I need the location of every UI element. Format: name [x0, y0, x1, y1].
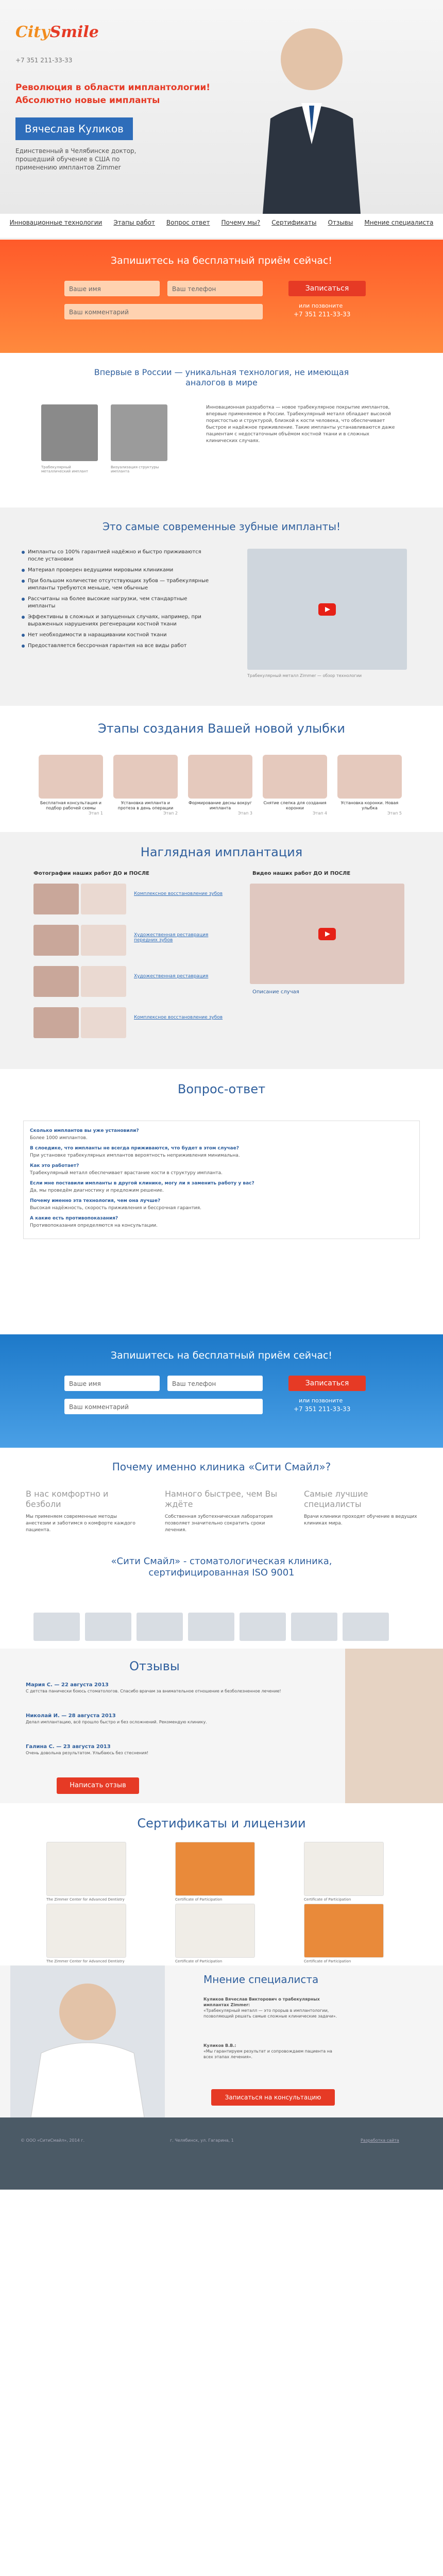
list-item: Эффективны в сложных и запущенных случаях, например, при выраженных нарушениях регенерации костной ткани	[21, 614, 211, 628]
reviews-section	[0, 1649, 443, 1803]
signup-form-2	[0, 1334, 443, 1448]
call-phone: +7 351 211-33-33	[294, 1405, 351, 1413]
headline-line2: Абсолютно новые импланты	[15, 95, 160, 106]
stage-image	[39, 755, 103, 799]
faq-title: Вопрос-ответ	[177, 1082, 266, 1096]
certificate-image	[175, 1842, 255, 1896]
nav-item[interactable]: Сертификаты	[271, 219, 317, 226]
play-icon[interactable]	[318, 928, 336, 940]
footer-address: г. Челябинск, ул. Гагарина, 1	[170, 2138, 234, 2143]
stage-card	[188, 755, 252, 816]
comment-input[interactable]: Ваш комментарий	[64, 1399, 263, 1414]
signup-form-1	[0, 240, 443, 353]
headline-line1: Революция в области имплантологии!	[15, 82, 211, 93]
image-caption: Трабекулярный металлический имплант	[41, 465, 89, 473]
call-label: или позвоните	[299, 1397, 343, 1404]
implant-image	[41, 404, 98, 461]
case-link[interactable]: Художественная реставрация передних зубов	[134, 933, 209, 943]
submit-button[interactable]: Записаться	[288, 281, 366, 296]
hero-section	[0, 0, 443, 214]
faq-question[interactable]: Если мне поставили импланты в другой клинике, могу ли я заменить работу у вас?	[30, 1181, 254, 1186]
quote-author: Куликов В.В.:	[203, 2043, 236, 2048]
why-text: Врачи клиники проходят обучение в ведущих клиниках мира.	[304, 1514, 417, 1526]
clinic-photo[interactable]	[137, 1613, 183, 1641]
logo[interactable]: CitySmile	[15, 23, 99, 41]
faq-answer: Трабекулярный металл обеспечивает врастание кости в структуру импланта.	[30, 1171, 223, 1176]
certificate-image	[304, 1842, 384, 1896]
before-after-heading: Фотографии наших работ ДО и ПОСЛЕ	[33, 871, 149, 876]
stage-number: Этап 4	[312, 811, 327, 816]
list-item: Рассчитаны на более высокие нагрузки, чем стандартные импланты	[21, 596, 211, 610]
implants-section	[0, 507, 443, 706]
certificate-image	[46, 1842, 126, 1896]
faq-question[interactable]: Сколько имплантов вы уже установили?	[30, 1128, 139, 1133]
nav-item[interactable]: Отзывы	[328, 219, 353, 226]
video-player[interactable]	[250, 884, 404, 984]
stage-card	[263, 755, 327, 816]
case-link[interactable]: Комплексное восстановление зубов	[134, 1015, 223, 1020]
nav-item[interactable]: Почему мы?	[221, 219, 261, 226]
why-heading: В нас комфортно и безболи	[26, 1489, 109, 1509]
list-item: При большом количестве отсутствующих зубов — трабекулярные импланты требуются меньше, чем обычные	[21, 578, 211, 592]
technology-section	[0, 353, 443, 507]
before-photo	[33, 884, 79, 914]
name-input[interactable]: Ваше имя	[64, 281, 160, 296]
faq-question[interactable]: Как это работает?	[30, 1163, 79, 1168]
stage-text: Бесплатная консультация и подбор рабочей схемы	[40, 801, 101, 810]
certificate[interactable]	[46, 1904, 126, 1963]
iso-title: «Сити Смайл» - стоматологическая клиника, сертифицированная ISO 9001	[111, 1556, 332, 1578]
main-nav	[0, 219, 443, 239]
before-photo	[33, 966, 79, 997]
expert-quote	[203, 1996, 337, 2019]
stage-text: Формирование десны вокруг импланта	[189, 801, 252, 810]
before-photo	[33, 925, 79, 956]
phone-input[interactable]: Ваш телефон	[167, 281, 263, 296]
smiling-woman-photo	[345, 1649, 443, 1803]
stage-card	[113, 755, 178, 816]
stages-title: Этапы создания Вашей новой улыбки	[98, 721, 345, 736]
review	[26, 1682, 288, 1694]
comment-input[interactable]: Ваш комментарий	[64, 304, 263, 319]
doctor-description: Единственный в Челябинске доктор, прошедший обучение в США по применению имплантов Zimmer	[15, 147, 137, 171]
certificate[interactable]	[175, 1904, 255, 1963]
expert-section	[0, 1965, 443, 2117]
faq-answer: Да, мы проведём диагностику и предложим решение.	[30, 1188, 164, 1193]
form-title: Запишитесь на бесплатный приём сейчас!	[110, 1350, 333, 1361]
stage-text: Установка коронки. Новая улыбка	[340, 801, 399, 810]
stage-card	[337, 755, 402, 816]
quote-text: «Мы гарантируем результат и сопровождаем пациента на всех этапах лечения».	[203, 2049, 332, 2059]
stages-section	[0, 706, 443, 832]
certificate[interactable]	[304, 1904, 384, 1963]
list-item: Предоставляется бессрочная гарантия на все виды работ	[21, 642, 211, 650]
quote-text: «Трабекулярный металл — это прорыв в имплантологии, позволяющий решать самые сложные клинические задачи».	[203, 2008, 337, 2019]
stage-image	[188, 755, 252, 799]
copyright: © ООО «СитиСмайл», 2014 г.	[21, 2138, 84, 2143]
case-link[interactable]: Художественная реставрация	[134, 974, 209, 979]
stage-image	[337, 755, 402, 799]
why-section	[0, 1448, 443, 1551]
certificate-image	[46, 1904, 126, 1958]
name-input[interactable]: Ваше имя	[64, 1376, 160, 1391]
certificate[interactable]	[175, 1842, 255, 1902]
clinic-photo[interactable]	[291, 1613, 337, 1641]
tech-title: Впервые в России — уникальная технология, не имеющая аналогов в мире	[94, 367, 349, 387]
stage-image	[263, 755, 327, 799]
stage-number: Этап 5	[387, 811, 402, 816]
before-after-pair[interactable]	[33, 1007, 126, 1038]
faq-question[interactable]: Почему именно эта технология, чем она лучше?	[30, 1198, 161, 1204]
certificate[interactable]	[304, 1842, 384, 1902]
doctor-photo	[10, 1965, 165, 2117]
clinic-photo[interactable]	[188, 1613, 234, 1641]
before-after-pair[interactable]	[33, 884, 126, 914]
stage-card	[39, 755, 103, 816]
certificate-caption: Certificate of Participation	[304, 1959, 351, 1963]
after-photo	[81, 966, 126, 997]
faq-answer: Противопоказания определяются на консультации.	[30, 1223, 158, 1228]
why-heading: Намного быстрее, чем Вы ждёте	[165, 1489, 278, 1509]
video-player[interactable]	[247, 549, 407, 670]
iso-section	[0, 1551, 443, 1649]
review-text: Делал имплантацию, всё прошло быстро и без осложнений. Рекомендую клинику.	[26, 1720, 207, 1724]
clinic-photo[interactable]	[343, 1613, 389, 1641]
stage-text: Снятие слепка для создания коронки	[263, 801, 327, 810]
doctor-photo	[252, 10, 371, 214]
image-caption: Визуализация структуры импланта	[111, 465, 159, 473]
form-title: Запишитесь на бесплатный приём сейчас!	[110, 255, 333, 266]
certificate-image	[175, 1904, 255, 1958]
consultation-button[interactable]: Записаться на консультацию	[211, 2089, 335, 2106]
before-after-pair[interactable]	[33, 966, 126, 997]
call-phone: +7 351 211-33-33	[294, 311, 351, 318]
footer	[0, 2117, 443, 2190]
list-item: Нет необходимости в наращивании костной ткани	[21, 632, 211, 639]
faq-answer: Более 1000 имплантов.	[30, 1136, 88, 1141]
before-after-pair[interactable]	[33, 925, 126, 956]
certificate-caption: Certificate of Participation	[175, 1897, 223, 1902]
certificate[interactable]	[46, 1842, 126, 1902]
before-photo	[33, 1007, 79, 1038]
certificates-section	[0, 1803, 443, 1965]
call-label: или позвоните	[299, 302, 343, 309]
certs-title: Сертификаты и лицензии	[137, 1816, 306, 1831]
reviews-title: Отзывы	[129, 1659, 180, 1673]
review-text: С детства панически боюсь стоматологов. Спасибо врачам за внимательное отношение и безболезненное лечение!	[26, 1689, 281, 1693]
phone-input[interactable]: Ваш телефон	[167, 1376, 263, 1391]
review	[26, 1744, 288, 1756]
certificate-caption: The Zimmer Center for Advanced Dentistry	[46, 1897, 125, 1902]
why-text: Мы применяем современные методы анестезии и заботимся о комфорте каждого пациента.	[26, 1514, 135, 1533]
why-column	[304, 1489, 417, 1527]
structure-image	[111, 404, 167, 461]
nav-item[interactable]: Вопрос ответ	[166, 219, 210, 226]
after-photo	[81, 925, 126, 956]
why-heading: Самые лучшие специалисты	[304, 1489, 368, 1509]
faq-box	[23, 1121, 420, 1239]
clinic-photo[interactable]	[33, 1613, 80, 1641]
after-photo	[81, 884, 126, 914]
review	[26, 1713, 288, 1725]
review-author: Николай И. — 28 августа 2013	[26, 1713, 116, 1719]
nav-item[interactable]: Инновационные технологии	[9, 219, 103, 226]
why-column	[165, 1489, 278, 1534]
submit-button[interactable]: Записаться	[288, 1376, 366, 1391]
certificate-image	[304, 1904, 384, 1958]
quote-author: Куликов Вячеслав Викторович о трабекулярных имплантах Zimmer:	[203, 1997, 320, 2007]
footer-link[interactable]: Разработка сайта	[361, 2138, 399, 2143]
review-author: Мария С. — 22 августа 2013	[26, 1682, 109, 1688]
stage-image	[113, 755, 178, 799]
certificate-caption: Certificate of Participation	[175, 1959, 223, 1963]
why-title: Почему именно клиника «Сити Смайл»?	[112, 1461, 331, 1473]
clinic-photo[interactable]	[240, 1613, 286, 1641]
certificate-caption: The Zimmer Center for Advanced Dentistry	[46, 1959, 125, 1963]
faq-section	[0, 1069, 443, 1334]
video-caption: Трабекулярный металл Zimmer — обзор технологии	[247, 673, 362, 678]
stage-number: Этап 2	[163, 811, 178, 816]
certificate-caption: Certificate of Participation	[304, 1897, 351, 1902]
visual-section	[0, 832, 443, 1069]
stage-text: Установка импланта и протеза в день операции	[117, 801, 174, 810]
video-heading: Видео наших работ ДО И ПОСЛЕ	[252, 871, 351, 876]
review-text: Очень довольна результатом. Улыбаюсь без стеснения!	[26, 1751, 149, 1755]
list-item: Материал проверен ведущими мировыми клиниками	[21, 567, 211, 574]
video-title: Описание случая	[252, 989, 299, 995]
why-column	[26, 1489, 139, 1534]
expert-quote	[203, 2043, 337, 2060]
visual-title: Наглядная имплантация	[140, 845, 303, 859]
nav-item[interactable]: Мнение специалиста	[364, 219, 434, 226]
faq-question[interactable]: В слоедике, что импланты не всегда приживаются, что будет в этом случае?	[30, 1146, 239, 1151]
stage-number: Этап 1	[88, 811, 103, 816]
header-phone: +7 351 211-33-33	[15, 57, 73, 64]
expert-title: Мнение специалиста	[203, 1973, 319, 1986]
play-icon[interactable]	[318, 603, 336, 616]
faq-question[interactable]: А какие есть противопоказания?	[30, 1216, 118, 1221]
doctor-name: Вячеслав Куликов	[15, 117, 133, 140]
case-link[interactable]: Комплексное восстановление зубов	[134, 891, 223, 896]
tech-text: Инновационная разработка — новое трабекулярное покрытие имплантов, впервые применяемое в России. Трабекулярный металл обладает высокой пористостью и структурой, близкой к кости человека, что обеспечивает быстрое и надёжное приживление. Такие импланты устанавливаются даже пациентам с недостаточным объёмом костной ткани и в сложных клинических случаях.	[206, 405, 395, 444]
faq-answer: При установке трабекулярных имплантов вероятность неприживления минимальна.	[30, 1153, 240, 1158]
stage-number: Этап 3	[237, 811, 252, 816]
faq-answer: Высокая надёжность, скорость приживления и бессрочная гарантия.	[30, 1206, 201, 1211]
write-review-button[interactable]: Написать отзыв	[57, 1777, 139, 1794]
review-author: Галина С. — 23 августа 2013	[26, 1744, 111, 1750]
why-text: Собственная зуботехническая лаборатория позволяет значительно сократить сроки лечения.	[165, 1514, 273, 1533]
nav-item[interactable]: Этапы работ	[113, 219, 155, 226]
after-photo	[81, 1007, 126, 1038]
implants-title: Это самые современные зубные импланты!	[102, 520, 341, 533]
list-item: Импланты со 100% гарантией надёжно и быстро приживаются после установки	[21, 549, 211, 563]
clinic-photo[interactable]	[85, 1613, 131, 1641]
